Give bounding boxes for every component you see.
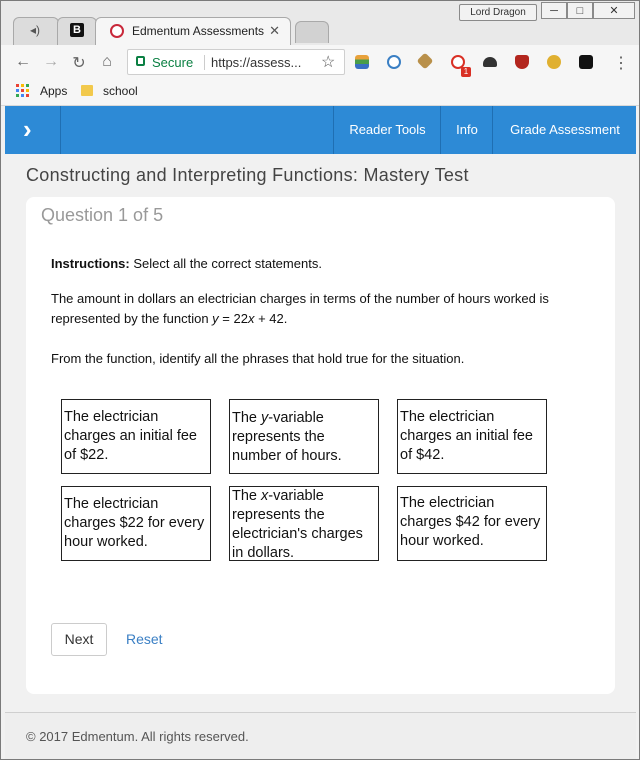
apps-grid-icon[interactable] [16,84,30,98]
maximize-button[interactable]: □ [567,2,593,19]
reader-tools-button[interactable]: Reader Tools [333,106,441,154]
reload-icon[interactable]: ↻ [72,55,86,72]
tab-pinned[interactable] [57,17,97,45]
sidebar-toggle-button[interactable] [5,106,61,154]
answer-tile[interactable]: The electrician charges $22 for every hour worked. [61,486,211,561]
chevron-right-icon: › [23,114,32,144]
bookmarks-bar [1,79,639,106]
instructions-label: Instructions: [51,256,130,271]
omnibox-divider [204,55,205,70]
minimize-button[interactable]: ─ [541,2,567,19]
extension-stack-icon[interactable] [355,55,369,69]
extension-diamond-icon[interactable] [417,53,434,70]
new-tab-button[interactable] [295,21,329,43]
question-card [26,197,615,694]
bookmark-school[interactable]: school [103,84,138,98]
user-badge[interactable]: Lord Dragon [459,4,537,21]
close-tab-icon[interactable]: ✕ [269,23,280,38]
answer-tile[interactable]: The electrician charges an initial fee of $42. [397,399,547,474]
answer-tile[interactable]: The x-variable represents the electrician's charges in dollars. [229,486,379,561]
tab-edmentum[interactable] [95,17,291,45]
question-number: Question 1 of 5 [41,205,164,225]
bookmark-star-icon[interactable]: ☆ [321,54,336,71]
prompt-identify: From the function, identify all the phrases that hold true for the situation. [51,351,465,366]
forward-arrow-icon[interactable]: → [43,53,59,70]
extension-notification-badge: 1 [461,67,471,77]
answer-tile[interactable]: The y-variable represents the number of hours. [229,399,379,474]
address-bar[interactable] [127,49,345,75]
question-prompt [51,289,611,329]
extension-hat-icon[interactable] [483,57,497,67]
browser-toolbar [1,45,639,79]
page-title: Constructing and Interpreting Functions: Mastery Test [26,165,469,185]
next-button[interactable]: Next [51,623,107,656]
assessment-page [5,154,636,712]
lock-icon [136,56,145,66]
instructions [51,254,322,274]
bookmark-apps[interactable]: Apps [40,84,68,98]
extension-play-icon[interactable] [579,55,593,69]
folder-icon [81,85,93,96]
tab-title: Edmentum Assessments [132,24,265,38]
prompt-line-1: The amount in dollars an electrician charges in terms of the number of hours worked is [51,291,549,306]
reset-link[interactable]: Reset [126,631,163,647]
answer-tile[interactable]: The electrician charges $42 for every hour worked. [397,486,547,561]
close-window-button[interactable]: ✕ [593,2,635,19]
tab-muted[interactable] [13,17,59,45]
app-header [5,106,636,154]
answer-tile[interactable]: The electrician charges an initial fee of $22. [61,399,211,474]
info-button[interactable]: Info [440,106,493,154]
page-footer [5,712,636,759]
url-text[interactable]: https://assess... [211,55,302,70]
back-arrow-icon[interactable]: ← [15,53,31,70]
edmentum-favicon-icon [110,24,124,38]
extension-shield-icon[interactable] [515,55,529,69]
tab-strip [1,1,639,45]
browser-menu-icon[interactable]: ⋮ [613,55,629,72]
bold-b-icon: B [70,23,84,37]
prompt-line-2: represented by the function y = 22x + 42. [51,311,288,326]
secure-label: Secure [152,55,194,70]
extension-g-icon[interactable] [387,55,401,69]
instructions-text: Select all the correct statements. [129,256,322,271]
speaker-icon: ◂) [30,23,41,37]
grade-assessment-button[interactable]: Grade Assessment [492,106,637,154]
extension-coin-icon[interactable] [547,55,561,69]
copyright-text: © 2017 Edmentum. All rights reserved. [26,729,249,744]
home-icon[interactable]: ⌂ [102,53,112,70]
